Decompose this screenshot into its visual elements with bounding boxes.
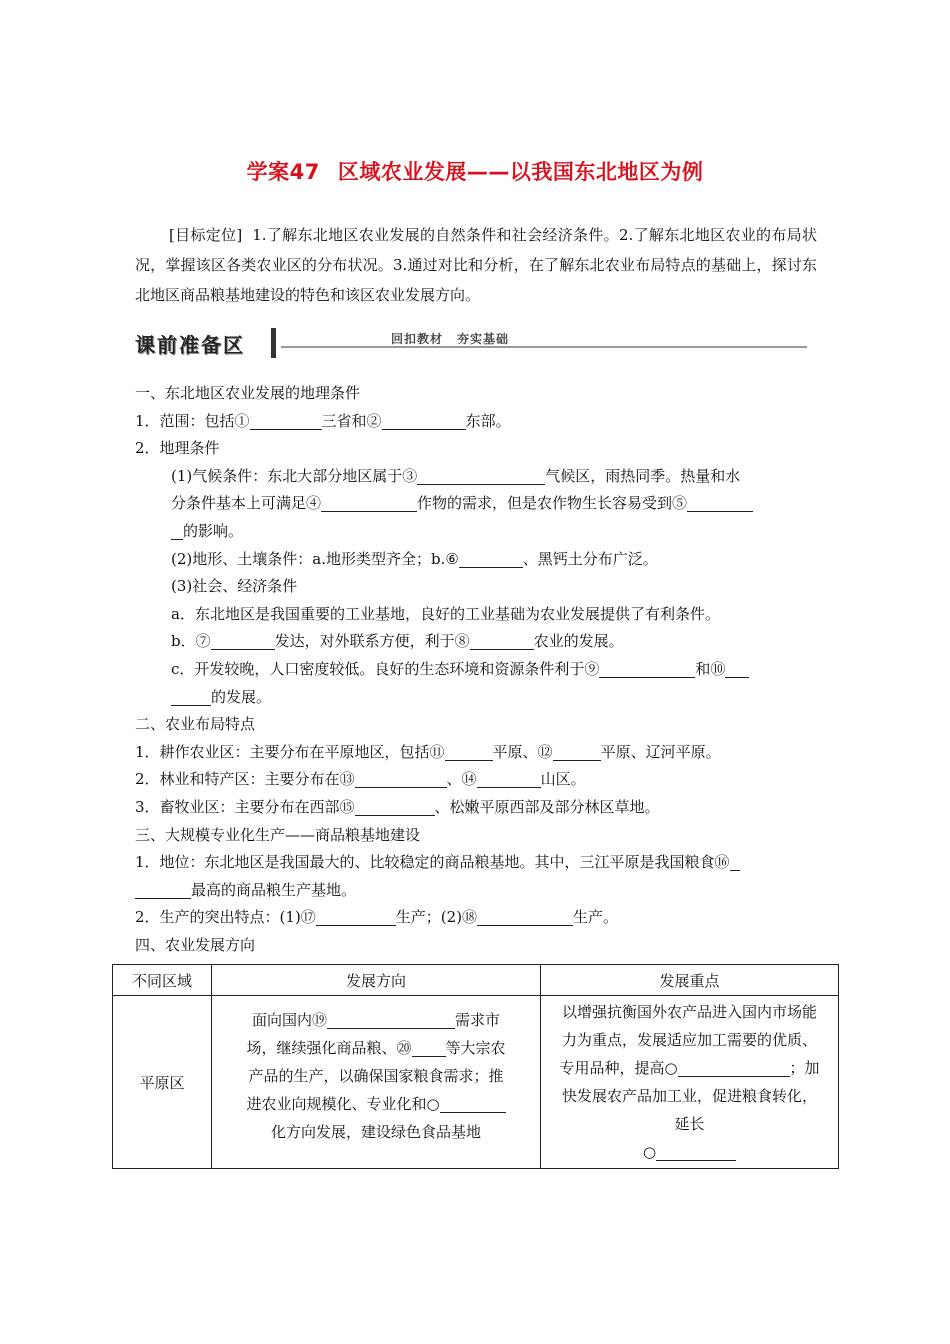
- worksheet-content: [135, 380, 817, 959]
- fill-blank[interactable]: [477, 769, 541, 788]
- fill-blank[interactable]: [440, 1094, 506, 1113]
- focus-cell: 以增强抗衡国外农产品进入国内市场能 力为重点，发展适应加工需要的优质、 专用品种，提高○ ；加 快发展农产品加工业，促进粮食转化， 延长 ○: [541, 996, 839, 1169]
- text-line: 最高的商品粮生产基地。: [135, 877, 817, 905]
- objective-paragraph: [135, 220, 817, 310]
- text-line: 的影响。: [135, 518, 817, 546]
- fill-blank[interactable]: [678, 1058, 790, 1077]
- text-line: b．⑦ 发达，对外联系方便，利于⑧ 农业的发展。: [171, 632, 624, 651]
- fill-blank[interactable]: [327, 1010, 455, 1029]
- section-heading: 三、大规模专业化生产——商品粮基地建设: [135, 825, 421, 844]
- direction-cell: 面向国内⑲ 需求市 场，继续强化商品粮、⑳ 等大宗农 产品的生产，以确保国家粮食需求；推 进农业向规模化、专业化和○ 化方向发展，建设绿色食品基地: [212, 996, 541, 1169]
- fill-blank[interactable]: [211, 631, 275, 650]
- objective-text: 1.了解东北地区农业发展的自然条件和社会经济条件。2.了解东北地区农业的布局状况，掌握该区各类农业区的分布状况。3.通过对比和分析，在了解东北农业布局特点的基础上，探讨东北地区商品粮基地建设的特色和该区农业发展方向。: [135, 226, 817, 304]
- text-line: 2．林业和特产区：主要分布在⑬ 、⑭ 山区。: [135, 770, 586, 789]
- text-line: 1．范围：包括① 三省和② 东部。: [135, 411, 511, 430]
- fill-blank[interactable]: [477, 907, 573, 926]
- fill-blank[interactable]: [445, 742, 493, 761]
- fill-blank[interactable]: [412, 1038, 446, 1057]
- text-line: c．开发较晚，人口密度较低。良好的生态环境和资源条件利于⑨ 和⑩: [135, 656, 817, 684]
- text-line: a．东北地区是我国重要的工业基地，良好的工业基础为农业发展提供了有利条件。: [171, 604, 720, 623]
- fill-blank[interactable]: [355, 797, 435, 816]
- text-line: (1)气候条件：东北大部分地区属于③ 气候区，雨热同季。热量和水: [171, 466, 741, 485]
- text-line: (2)地形、土壤条件：a.地形类型齐全；b.⑥ 、黑钙土分布广泛。: [171, 549, 658, 568]
- fill-blank[interactable]: [171, 687, 211, 706]
- fill-blank[interactable]: [470, 631, 534, 650]
- text-line: 2．地理条件: [135, 439, 220, 458]
- fill-blank[interactable]: [656, 1142, 736, 1161]
- fill-blank[interactable]: [417, 466, 545, 485]
- text-line: (3)社会、经济条件: [171, 577, 298, 596]
- text-line: 的发展。: [135, 684, 817, 712]
- section-heading: 四、农业发展方向: [135, 935, 256, 954]
- fill-blank[interactable]: [316, 907, 396, 926]
- objective-tag: [目标定位]: [169, 226, 243, 244]
- section-heading: 一、东北地区农业发展的地理条件: [135, 384, 361, 402]
- fill-blank[interactable]: [135, 880, 191, 899]
- banner-title: 课前准备区: [135, 333, 245, 357]
- fill-blank[interactable]: [355, 769, 447, 788]
- development-table: [112, 964, 839, 1169]
- fill-blank[interactable]: [730, 852, 740, 871]
- text-line: 2．生产的突出特点：(1)⑰ 生产；(2)⑱ 生产。: [135, 908, 619, 927]
- fill-blank[interactable]: [171, 521, 183, 540]
- text-line: 1．地位：东北地区是我国最大的、比较稳定的商品粮基地。其中，三江平原是我国粮食⑯: [135, 849, 817, 877]
- banner-subtitle: 回扣教材 夯实基础: [391, 332, 510, 346]
- fill-blank[interactable]: [382, 411, 466, 430]
- fill-blank[interactable]: [321, 493, 417, 512]
- fill-blank[interactable]: [459, 549, 523, 568]
- header-region: 不同区域: [113, 965, 212, 996]
- banner-bar: [271, 328, 276, 358]
- table-header-row: [113, 965, 839, 996]
- text-line: 分条件基本上可满足④ 作物的需求，但是农作物生长容易受到⑤: [135, 490, 817, 518]
- region-cell: 平原区: [113, 996, 212, 1169]
- banner-rule: [281, 346, 807, 348]
- section-heading: 二、农业布局特点: [135, 715, 256, 734]
- fill-blank[interactable]: [250, 411, 322, 430]
- text-line: 3．畜牧业区：主要分布在西部⑮ 、松嫩平原西部及部分林区草地。: [135, 797, 660, 816]
- fill-blank[interactable]: [725, 659, 749, 678]
- fill-blank[interactable]: [687, 493, 753, 512]
- header-direction: 发展方向: [212, 965, 541, 996]
- fill-blank[interactable]: [599, 659, 695, 678]
- header-focus: 发展重点: [541, 965, 839, 996]
- fill-blank[interactable]: [553, 742, 601, 761]
- table-row: [113, 996, 839, 1169]
- page-title: 学案47 区域农业发展——以我国东北地区为例: [246, 160, 704, 184]
- text-line: 1．耕作农业区：主要分布在平原地区，包括⑪ 平原、⑫ 平原、辽河平原。: [135, 742, 721, 761]
- section-banner: [135, 327, 807, 361]
